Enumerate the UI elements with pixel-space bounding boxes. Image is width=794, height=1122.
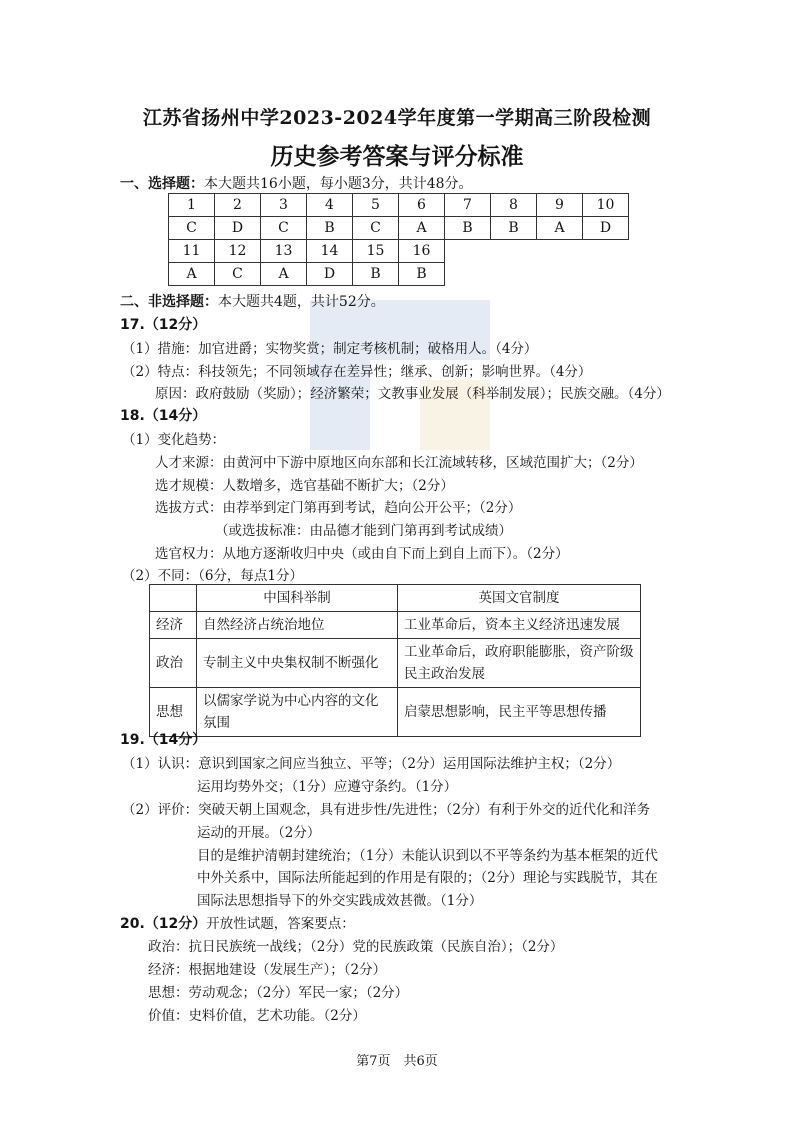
answer-letter: D [307,263,353,286]
table-cell: 工业革命后，资本主义经济迅速发展 [398,612,641,639]
answer-letter: A [169,263,215,286]
column-header: 中国科举制 [197,585,398,612]
q-number: 12 [215,240,261,263]
page-footer: 第7页 共6页 [356,1054,438,1069]
q19-line: （1）认识：意识到国家之间应当独立、平等；（2分）运用国际法维护主权；（2分） [122,756,621,772]
table-cell: 专制主义中央集权制不断强化 [197,639,398,688]
q17-line: （2）特点：科技领先；不同领域存在差异性；继承、创新；影响世界。（4分） [122,364,592,380]
cell-line: 氛围 [203,715,230,731]
q19-line: （2）评价：突破天朝上国观念，具有进步性/先进性；（2分）有利于外交的近代化和洋务 [122,802,650,818]
answer-letter: C [353,217,399,240]
table-cell [398,639,641,688]
q19-line: 运用均势外交；（1分）应遵守条约。（1分） [197,779,458,795]
q19-line: 中外关系中，国际法所能起到的作用是有限的；（2分）理论与实践脱节，其在 [197,870,658,886]
q19-line: 目的是维护清朝封建统治；（1分）未能认识到以不平等条约为基本框架的近代 [197,848,658,864]
answer-letter: B [399,263,445,286]
q-number: 4 [307,194,353,217]
document-subtitle: 历史参考答案与评分标准 [270,144,524,170]
answer-row-letters-2 [169,263,629,286]
q-number: 5 [353,194,399,217]
q-number: 3 [261,194,307,217]
q18-line: 选拔方式：由荐举到定门第再到考试，趋向公开公平；（2分） [155,500,522,516]
row-label: 经济 [150,612,197,639]
answer-letter: A [261,263,307,286]
comparison-row [150,639,641,688]
q-number: 2 [215,194,261,217]
q-number: 14 [307,240,353,263]
answer-letter: D [583,217,629,240]
answer-letter: B [491,217,537,240]
comparison-row [150,688,641,737]
column-header: 英国文官制度 [398,585,641,612]
table-cell: 自然经济占统治地位 [197,612,398,639]
answer-letter: B [307,217,353,240]
answer-letter: C [261,217,307,240]
answer-row-numbers-1 [169,194,629,217]
comparison-header-row [150,585,641,612]
answer-letter: B [445,217,491,240]
q19-line: 运动的开展。（2分） [197,825,321,841]
q20-line: 政治：抗日民族统一战线；（2分）党的民族政策（民族自治）；（2分） [148,939,564,955]
section-1-label: 一、选择题： [120,176,204,192]
q17-heading: 17.（12分） [120,317,207,333]
cell-line: 工业革命后，政府职能膨胀，资产阶级 [404,644,634,660]
q-number: 13 [261,240,307,263]
q-number: 8 [491,194,537,217]
answer-letter: D [215,217,261,240]
q18-heading: 18.（14分） [120,408,207,424]
section-1-desc: 本大题共16小题，每小题3分，共计48分。 [204,176,473,192]
q19-heading: 19.（14分） [120,732,207,748]
q18-line: （1）变化趋势： [122,432,226,448]
q17-line: （1）措施：加官进爵；实物奖赏；制定考核机制；破格用人。（4分） [122,341,538,357]
q-number: 10 [583,194,629,217]
row-label: 思想 [150,688,197,737]
section-2-heading [120,291,385,311]
q18-line: （或选拔标准：由品德才能到门第再到考试成绩） [215,523,512,539]
answer-letter: A [399,217,445,240]
q-number: 15 [353,240,399,263]
answer-row-numbers-2 [169,240,629,263]
answer-letter: B [353,263,399,286]
comparison-table [149,584,641,737]
q19-line: 国际法思想指导下的外交实践成效甚微。（1分） [197,893,483,909]
section-1-heading [120,173,473,193]
table-cell [197,688,398,737]
q20-line: 经济：根据地建设（发展生产）；（2分） [148,962,387,978]
document-title: 江苏省扬州中学2023-2024学年度第一学期高三阶段检测 [142,107,652,129]
q20-line: 思想：劳动观念；（2分）军民一家；（2分） [148,985,409,1001]
q-number: 9 [537,194,583,217]
q-number: 7 [445,194,491,217]
q20-number: 20.（12分） [120,916,207,932]
q18-line: 选才规模：人数增多，选官基础不断扩大；（2分） [155,478,454,494]
q-number: 11 [169,240,215,263]
answer-row-letters-1 [169,217,629,240]
comparison-row [150,612,641,639]
q18-line: 选官权力：从地方逐渐收归中央（或由自下而上到自上而下）。（2分） [155,546,569,562]
answer-letter: C [169,217,215,240]
q18-line: 人才来源：由黄河中下游中原地区向东部和长江流域转移，区域范围扩大；（2分） [155,455,643,471]
answer-table [168,193,629,286]
q-number: 6 [399,194,445,217]
q20-intro: 开放性试题，答案要点： [206,916,355,932]
row-label: 政治 [150,639,197,688]
table-cell: 启蒙思想影响，民主平等思想传播 [398,688,641,737]
section-2-label: 二、非选择题： [120,294,218,310]
q18-line: （2）不同：（6分，每点1分） [122,568,304,584]
answer-letter: C [215,263,261,286]
answer-letter: A [537,217,583,240]
q-number: 1 [169,194,215,217]
q-number: 16 [399,240,445,263]
cell-line: 以儒家学说为中心内容的文化 [203,693,379,709]
section-2-desc: 本大题共4题，共计52分。 [218,294,385,310]
corner-cell [150,585,197,612]
q20-heading [120,912,355,933]
q17-line: 原因：政府鼓励（奖励）；经济繁荣；文教事业发展（科举制发展）；民族交融。（4分） [155,386,670,402]
q20-line: 价值：史料价值，艺术功能。（2分） [148,1008,366,1024]
cell-line: 民主政治发展 [404,666,485,682]
